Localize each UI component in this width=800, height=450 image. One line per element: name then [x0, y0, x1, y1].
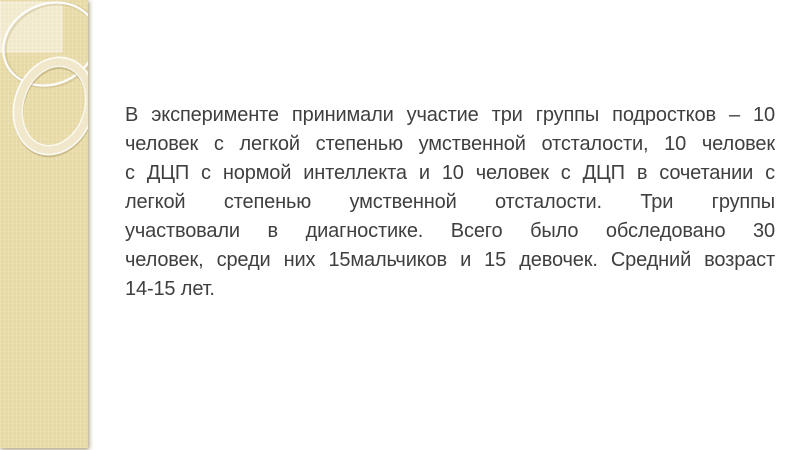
text-line: В эксперименте принимали участие три группы подростков – 10: [125, 104, 775, 126]
slide-body-text: [125, 101, 775, 304]
text-line: человек, среди них 15мальчиков и 15 девочек. Средний возраст: [125, 249, 775, 271]
decorative-circles-icon: [0, 0, 88, 448]
text-line: 14-15 лет.: [125, 278, 215, 300]
sidebar-ornament: [0, 0, 88, 448]
text-line: легкой степенью умственной отсталости. Три группы: [125, 191, 775, 213]
text-line: участвовали в диагностике. Всего было обследовано 30: [125, 220, 775, 242]
text-line: с ДЦП с нормой интеллекта и 10 человек с ДЦП в сочетании с: [125, 162, 775, 184]
text-line: человек с легкой степенью умственной отсталости, 10 человек: [125, 133, 775, 155]
